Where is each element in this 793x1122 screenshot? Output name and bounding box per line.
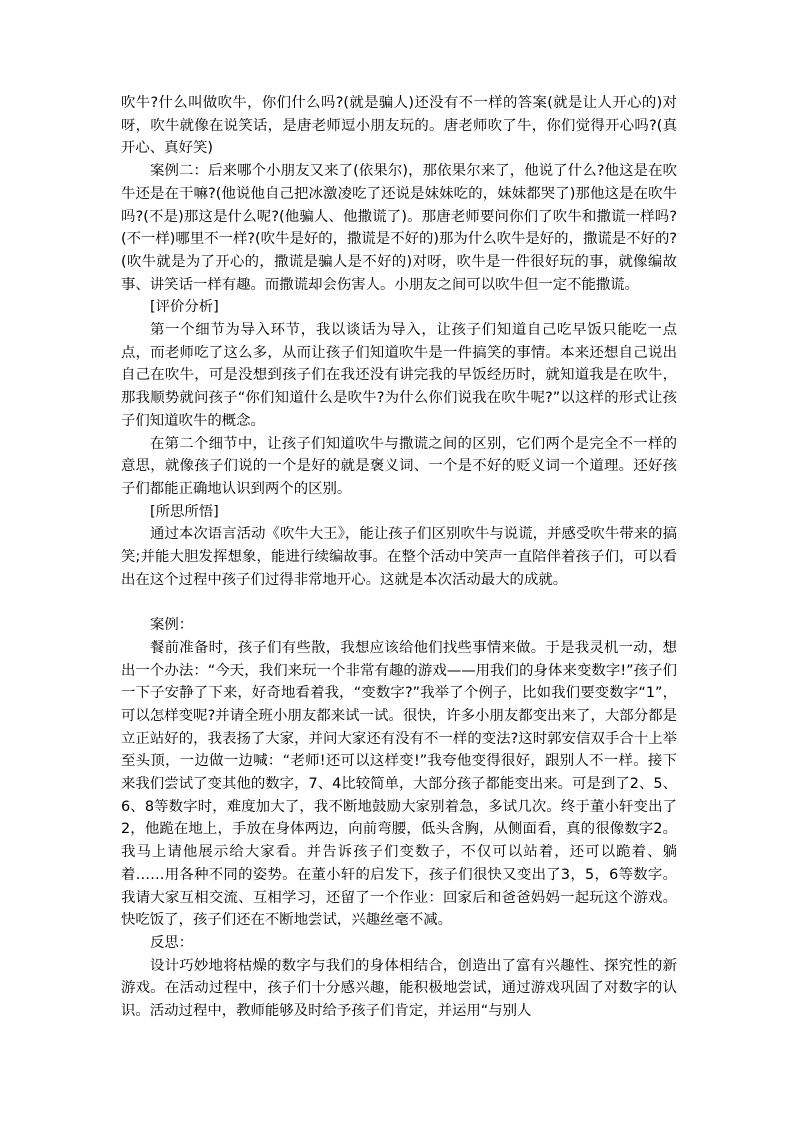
blank-line <box>121 591 677 614</box>
case-paragraph: 餐前准备时，孩子们有些散，我想应该给他们找些事情来做。于是我灵机一动，想出一个办法：“今天，我们来玩一个非常有趣的游戏——用我们的身体来变数字!”孩子们一下子安静了下来，好奇地看着我，“变数字?”我举了个例子，比如我们要变数字“1”，可以怎样变呢?并请全班小朋友都来试一试。很快，许多小朋友都变出来了，大部分都是立正站好的，我表扬了大家，并问大家还有没有不一样的变法?这时郭安信双手合十上举至头顶，一边做一边喊：“老师!还可以这样变!”我夸他变得很好，跟别人不一样。接下来我们尝试了变其他的数字，7、4比较简单，大部分孩子都能变出来。可是到了2、5、6、8等数字时，难度加大了，我不断地鼓励大家别着急，多试几次。终于董小轩变出了2，他跪在地上，手放在身体两边，向前弯腰，低头含胸，从侧面看，真的很像数字2。我马上请他展示给大家看。并告诉孩子们变数子，不仅可以站着，还可以跪着、躺着……用各种不同的姿势。在董小轩的启发下，孩子们很快又变出了3，5，6等数字。我请大家互相交流、互相学习，还留了一个作业：回家后和爸爸妈妈一起玩这个游戏。快吃饭了，孩子们还在不断地尝试，兴趣丝毫不减。 <box>121 639 677 929</box>
evaluation-paragraph-2: 在第二个细节中，让孩子们知道吹牛与撒谎之间的区别，它们两个是完全不一样的意思，就像孩子们说的一个是好的就是褒义词、一个是不好的贬义词一个道理。还好孩子们都能正确地认识到两个的区别。 <box>121 435 677 497</box>
case-heading: 案例： <box>150 617 194 634</box>
reflection-paragraph: 通过本次语言活动《吹牛大王》，能让孩子们区别吹牛与说谎，并感受吹牛带来的搞笑;并能大胆发挥想象，能进行续编故事。在整个活动中笑声一直陪伴着孩子们，可以看出在这个过程中孩子们过得非常地开心。这就是本次活动最大的成就。 <box>121 526 677 588</box>
reflection-heading: [所思所悟] <box>150 503 219 520</box>
evaluation-paragraph-1: 第一个细节为导入环节，我以谈话为导入，让孩子们知道自己吃早饭只能吃一点点，而老师吃了这么多，从而让孩子们知道吹牛是一件搞笑的事情。本来还想自己说出自己在吹牛，可是没想到孩子们在我还没有讲完我的早饭经历时，就知道我是在吹牛，那我顺势就问孩子“你们知道什么是吹牛?为什么你们说我在吹牛呢?”以这样的形式让孩子们知道吹牛的概念。 <box>121 322 677 429</box>
rethink-paragraph: 设计巧妙地将枯燥的数字与我们的身体相结合，创造出了富有兴趣性、探究性的新游戏。在活动过程中，孩子们十分感兴趣，能积极地尝试，通过游戏巩固了对数字的认识。活动过程中，教师能够及时给予孩子们肯定，并运用“与别人 <box>121 957 677 1020</box>
evaluation-heading: [评价分析] <box>150 299 219 316</box>
intro-paragraph: 吹牛?什么叫做吹牛，你们什么吗?(就是骗人)还没有不一样的答案(就是让人开心的)对呀，吹牛就像在说笑话，是唐老师逗小朋友玩的。唐老师吹了牛，你们觉得开心吗?(真开心、真好笑) <box>121 95 677 157</box>
rethink-heading: 反思： <box>150 935 194 951</box>
case-two-paragraph: 案例二：后来哪个小朋友又来了(依果尔)，那依果尔来了，他说了什么?他这是在吹牛还是在干嘛?(他说他自己把冰激凌吃了还说是妹妹吃的，妹妹都哭了)那他这是在吹牛吗?(不是)那这是什么呢?(他骗人、他撒谎了)。那唐老师要问你们了吹牛和撒谎一样吗?(不一样)哪里不一样?(吹牛是好的，撒谎是不好的)那为什么吹牛是好的，撒谎是不好的?(吹牛就是为了开心的，撒谎是骗人是不好的)对呀，吹牛是一件很好玩的事，就像编故事、讲笑话一样有趣。而撒谎却会伤害人。小朋友之间可以吹牛但一定不能撒谎。 <box>121 163 677 293</box>
document-body <box>121 92 677 1023</box>
